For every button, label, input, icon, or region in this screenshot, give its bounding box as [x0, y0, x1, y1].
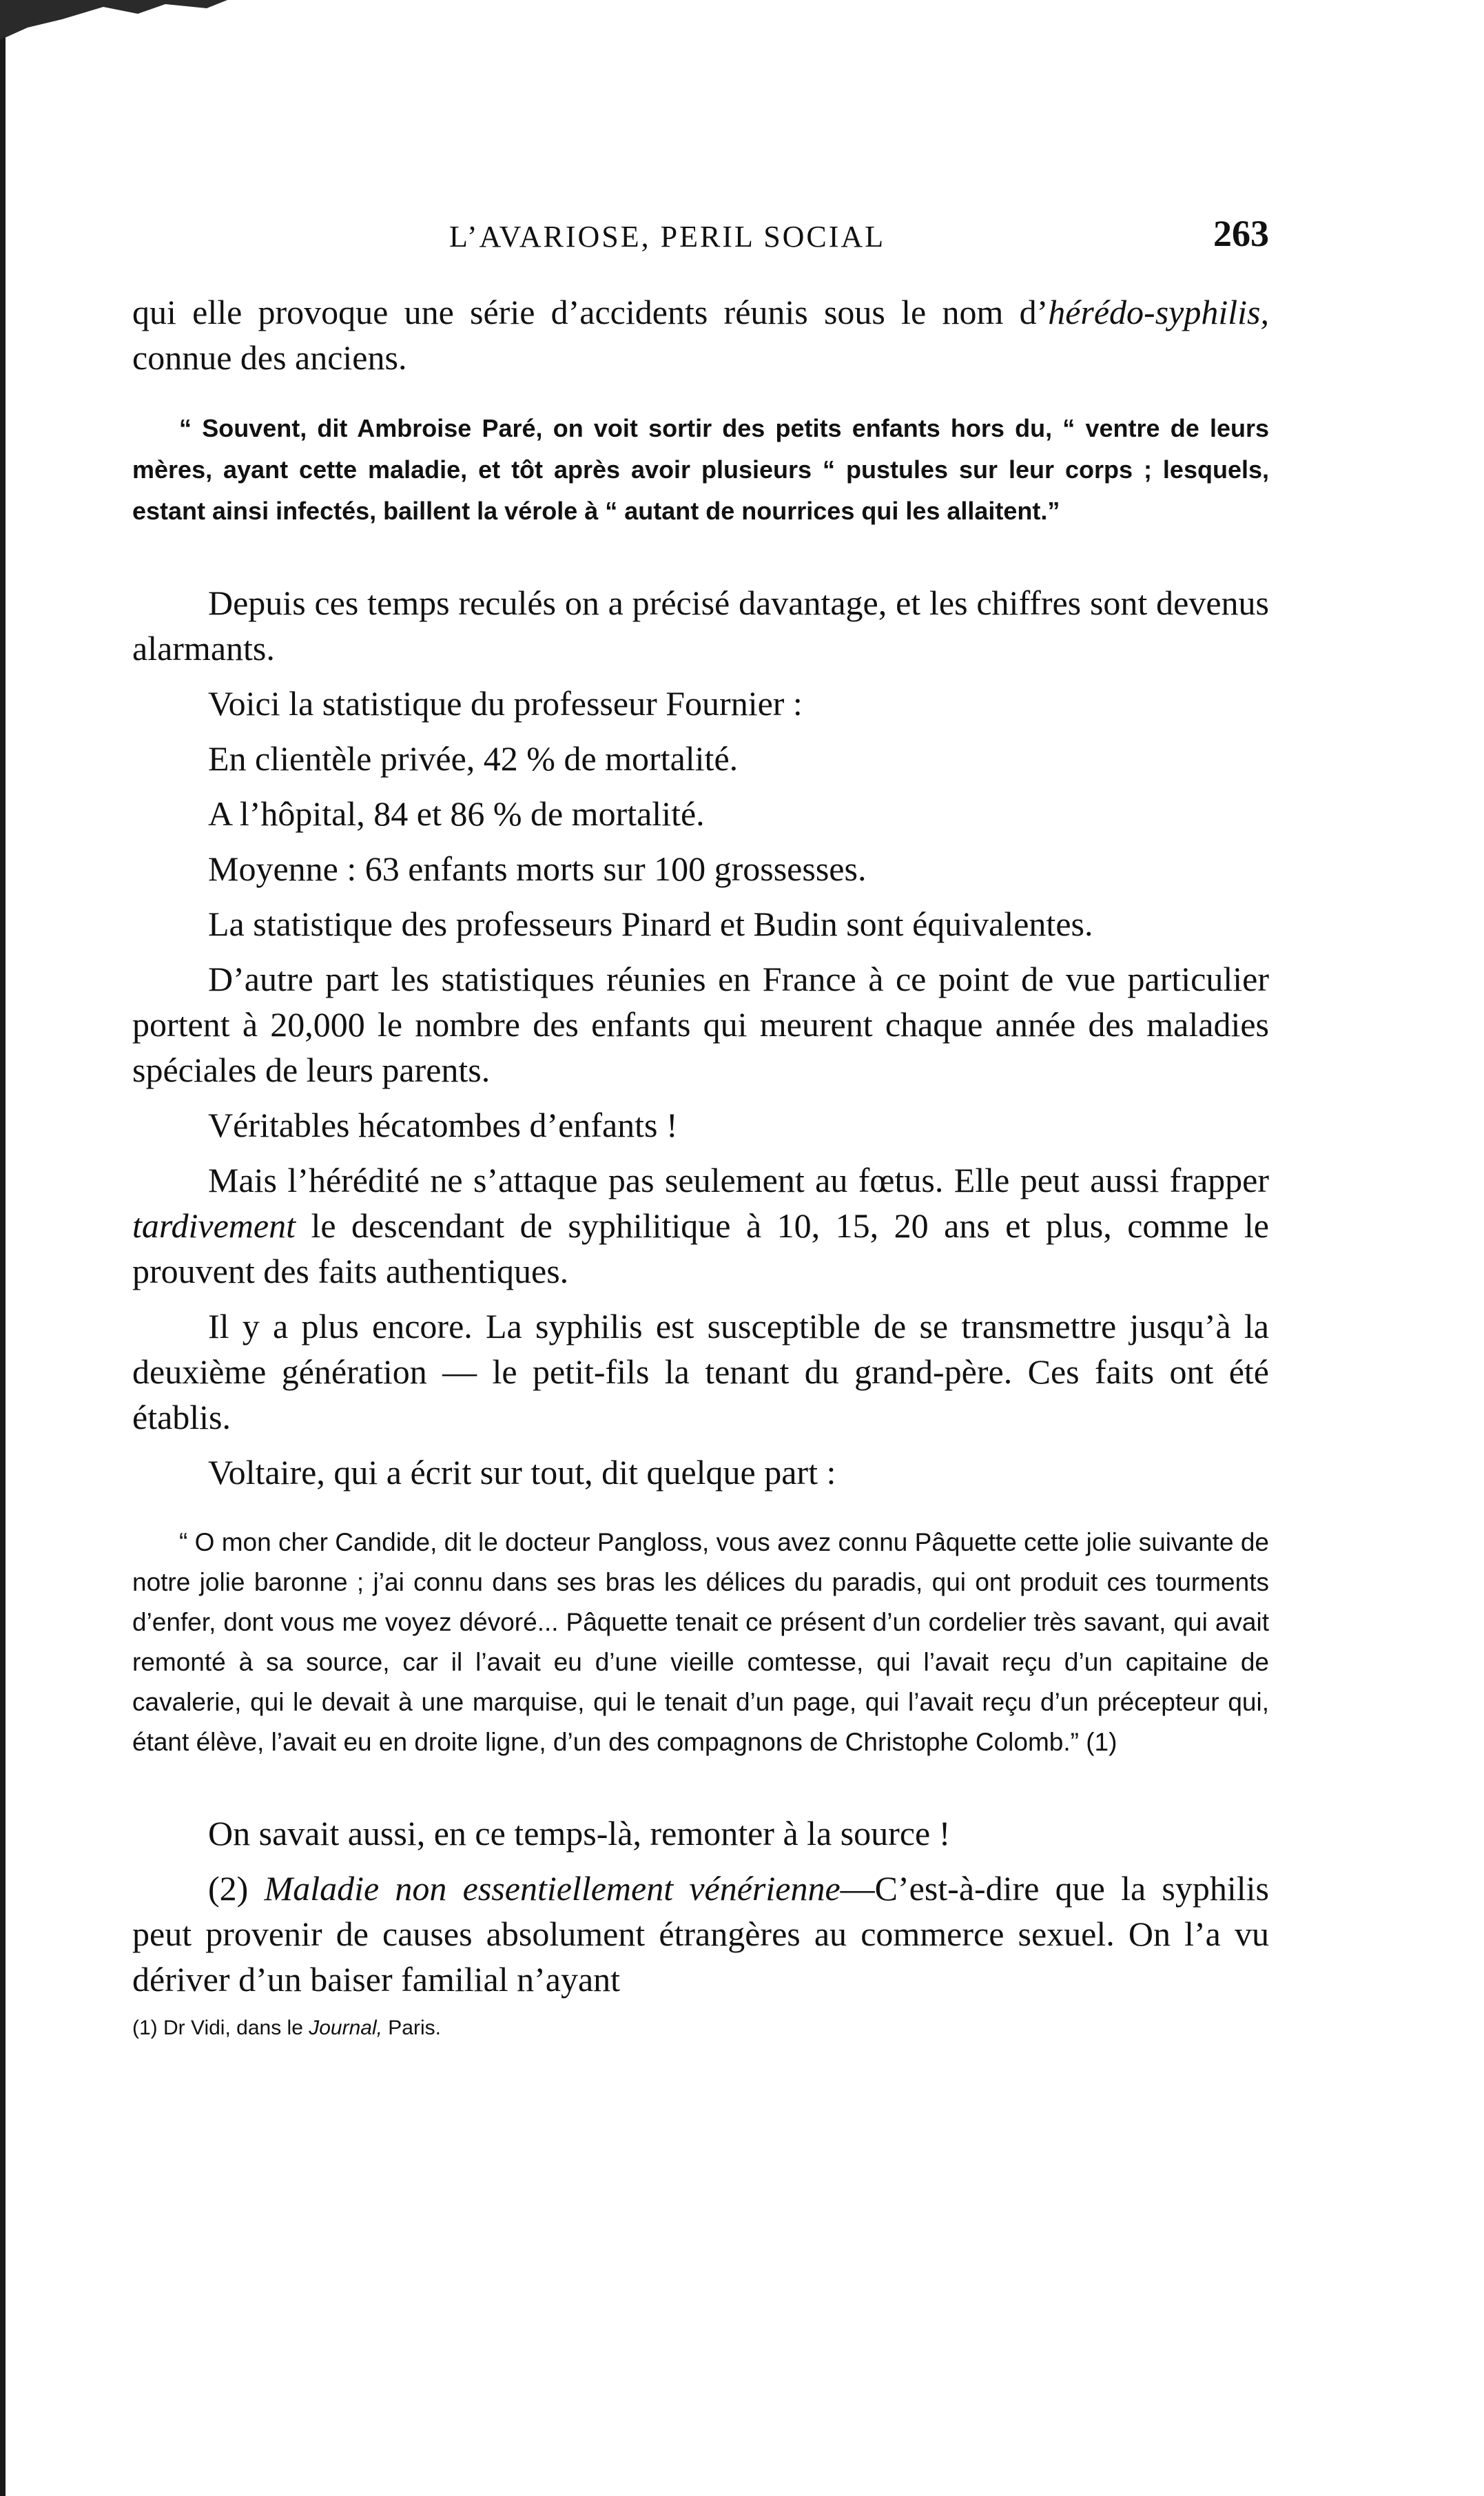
footnote: [132, 2013, 1269, 2043]
text-span: —C’est-à-dire que la syphilis peut provenir de causes absolument étrangères au commerce sexuel. On l’a vu dériver d’un baiser familial n’ayant: [132, 1869, 1269, 1999]
paragraph: On savait aussi, en ce temps-là, remonter à la source !: [208, 1814, 951, 1853]
text-span: qui elle provoque une série d’accidents réunis sous le nom d’: [132, 293, 1049, 331]
text-span: connue des anciens.: [132, 338, 407, 377]
italic-term: hérédo-syphilis,: [1048, 293, 1269, 331]
page-header: [132, 207, 1269, 262]
body-text: [132, 289, 1269, 2043]
page-number: 263: [1213, 213, 1269, 254]
paragraph: Depuis ces temps reculés on a précisé davantage, et les chiffres sont devenus alarmants.: [132, 584, 1269, 668]
statistic-line: A l’hôpital, 84 et 86 % de mortalité.: [208, 794, 705, 833]
scan-corner-mark: [0, 0, 227, 41]
paragraph: Voici la statistique du professeur Fournier :: [208, 684, 803, 723]
statistic-line: Moyenne : 63 enfants morts sur 100 grossesses.: [208, 849, 867, 888]
text-span: (1) Dr Vidi, dans le: [132, 2017, 309, 2039]
paragraph: [132, 1157, 1269, 1294]
text-span: Mais l’hérédité ne s’attaque pas seulement au fœtus. Elle peut aussi frapper: [208, 1161, 1269, 1199]
text-span: (2): [208, 1869, 265, 1908]
text-span: Paris.: [382, 2017, 441, 2039]
statistic-line: En clientèle privée, 42 % de mortalité.: [208, 739, 739, 778]
paragraph: Véritables hécatombes d’enfants !: [208, 1106, 678, 1144]
italic-term: Maladie non essentiellement vénérienne: [264, 1869, 841, 1908]
paragraph-continuation: [132, 289, 1269, 380]
paragraph: D’autre part les statistiques réunies en France à ce point de vue particulier portent à 20,000 le nombre des enfants qui meurent chaque année des maladies spéciales de leurs parents.: [132, 960, 1269, 1089]
paragraph: Voltaire, qui a écrit sur tout, dit quelque part :: [208, 1453, 836, 1492]
quote-pare: “ Souvent, dit Ambroise Paré, on voit sortir des petits enfants hors du, “ ventre de leurs mères, ayant cette maladie, et tôt après avoir plusieurs “ pustules sur leur corps ; lesquels, estant ainsi infectés, baillent la vérole à “ autant de nourrices qui les allaitent.”: [132, 414, 1269, 525]
text-span: le descendant de syphilitique à 10, 15, 20 ans et plus, comme le prouvent des faits authentiques.: [132, 1206, 1269, 1290]
running-title: L’AVARIOSE, PERIL SOCIAL: [449, 220, 886, 254]
quote-voltaire: “ O mon cher Candide, dit le docteur Pangloss, vous avez connu Pâquette cette jolie suivante de notre jolie baronne ; j’ai connu dans ses bras les délices du paradis, qui ont produit ces tourments d’enfer, dont vous me voyez dévoré... Pâquette tenait ce présent d’un cordelier très savant, qui avait remonté à sa source, car il l’avait eu d’une vieille comtesse, qui l’avait reçu d’un capitaine de cavalerie, qui le devait à une marquise, qui le tenait d’un page, qui l’avait reçu d’un précepteur qui, étant élève, l’avait eu en droite ligne, d’un des compagnons de Christophe Colomb.” (1): [132, 1528, 1269, 1756]
paragraph: [132, 1866, 1269, 2002]
italic-term: tardivement: [132, 1206, 296, 1245]
scan-edge: [0, 0, 6, 2496]
paragraph: La statistique des professeurs Pinard et Budin sont équivalentes.: [208, 905, 1093, 943]
italic-term: Journal,: [309, 2017, 382, 2039]
paragraph: Il y a plus encore. La syphilis est susceptible de se transmettre jusqu’à la deuxième génération — le petit-fils la tenant du grand-père. Ces faits ont été établis.: [132, 1307, 1269, 1436]
